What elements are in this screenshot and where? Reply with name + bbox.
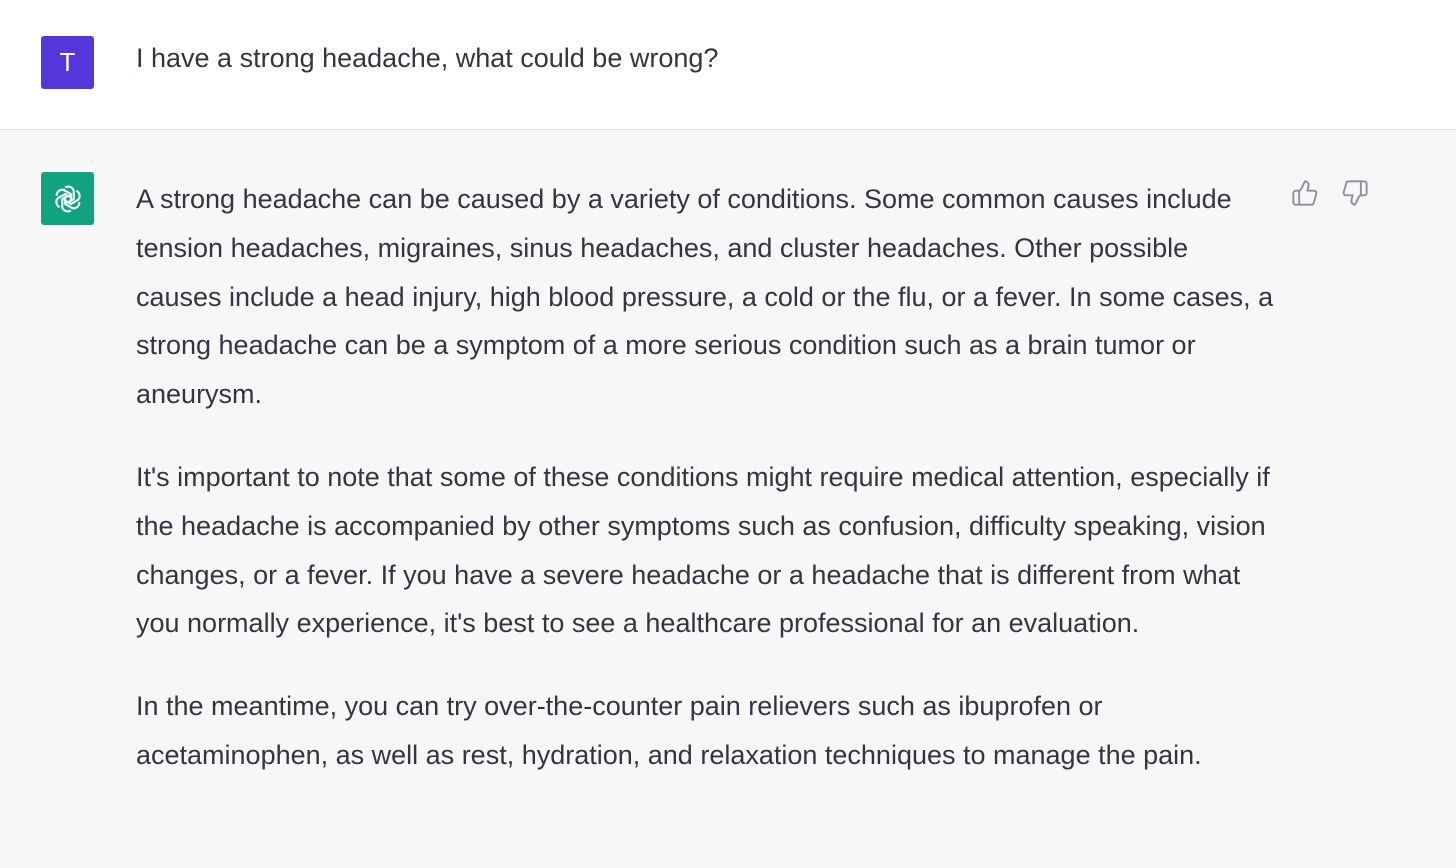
thumbs-down-icon <box>1341 179 1369 207</box>
thumbs-down-button[interactable] <box>1340 178 1370 208</box>
user-avatar: T <box>41 36 94 89</box>
user-message-row <box>0 0 1456 130</box>
answer-paragraph-3: In the meantime, you can try over-the-counter pain relievers such as ibuprofen or acetaminophen, as well as rest, hydration, and relaxation techniques to manage the pain. <box>136 691 1202 770</box>
assistant-avatar <box>41 172 94 225</box>
thumbs-up-button[interactable] <box>1290 178 1320 208</box>
user-message-text: I have a strong headache, what could be wrong? <box>136 43 719 73</box>
feedback-buttons <box>1290 178 1370 208</box>
openai-logo-icon <box>49 180 87 218</box>
thumbs-up-icon <box>1291 179 1319 207</box>
answer-paragraph-2: It's important to note that some of these conditions might require medical attention, especially if the headache is accompanied by other symptoms such as confusion, difficulty speaking, vision changes, or a fever. If you have a severe headache or a headache that is different from what you normally experience, it's best to see a healthcare professional for an evaluation. <box>136 461 1270 639</box>
answer-paragraph-1: A strong headache can be caused by a variety of conditions. Some common causes include tension headaches, migraines, sinus headaches, and cluster headaches. Other possible causes include a head injury, high blood pressure, a cold or the flu, or a fever. In some cases, a strong headache can be a symptom of a more serious condition such as a brain tumor or aneurysm. <box>136 184 1274 410</box>
assistant-message-row <box>0 130 1456 868</box>
assistant-message-text <box>136 175 1276 814</box>
